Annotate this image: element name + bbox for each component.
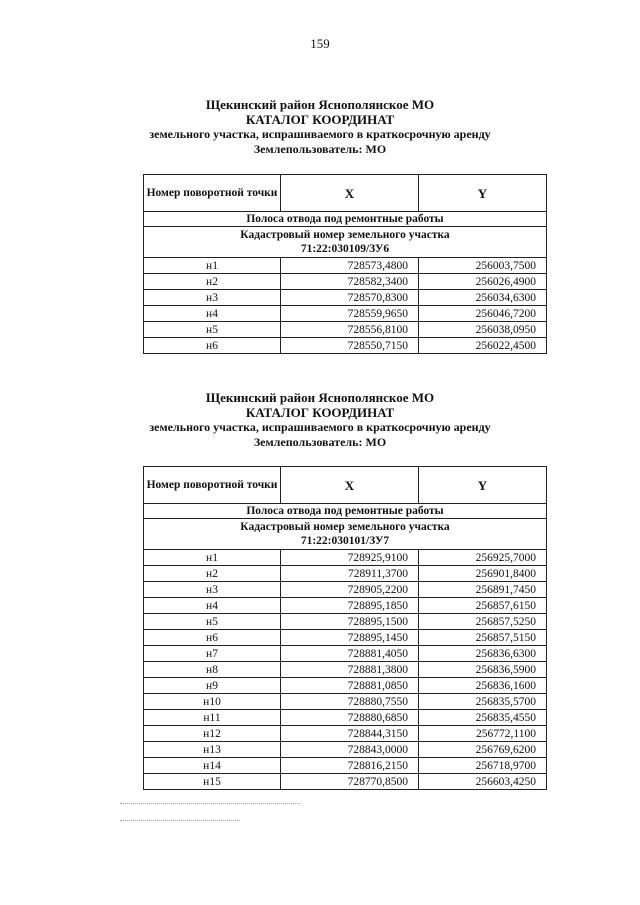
- y-cell: 256003,7500: [419, 258, 547, 274]
- page-number: 159: [310, 36, 330, 51]
- y-cell: 256603,4250: [419, 774, 547, 790]
- x-cell: 728911,3700: [281, 566, 419, 582]
- table-row: [144, 290, 547, 306]
- header-point: Номер поворотной точки: [144, 175, 281, 212]
- x-cell: 728925,9100: [281, 550, 419, 566]
- table-row: [144, 774, 547, 790]
- point-cell: н3: [144, 290, 281, 306]
- table-row: [144, 322, 547, 338]
- point-cell: н5: [144, 614, 281, 630]
- cadastral-label: Кадастровый номер земельного участка: [240, 521, 450, 533]
- y-cell: 256836,1600: [419, 678, 547, 694]
- header-y: Y: [419, 175, 547, 212]
- section-title: Полоса отвода под ремонтные работы: [144, 212, 547, 227]
- x-cell: 728550,7150: [281, 338, 419, 354]
- y-cell: 256769,6200: [419, 742, 547, 758]
- coordinate-table-2: [143, 466, 547, 790]
- cadastral-cell: [144, 227, 547, 258]
- y-cell: 256857,5250: [419, 614, 547, 630]
- table-row: [144, 566, 547, 582]
- coordinate-table-1: [143, 174, 547, 354]
- y-cell: 256046,7200: [419, 306, 547, 322]
- margin-mark: [120, 820, 240, 821]
- header-x: X: [281, 175, 419, 212]
- point-cell: н5: [144, 322, 281, 338]
- y-cell: 256022,4500: [419, 338, 547, 354]
- x-cell: 728895,1850: [281, 598, 419, 614]
- land-user: Землепользователь: МО: [253, 435, 387, 449]
- y-cell: 256026,4900: [419, 274, 547, 290]
- point-cell: н14: [144, 758, 281, 774]
- y-cell: 256925,7000: [419, 550, 547, 566]
- table-row: [144, 694, 547, 710]
- cadastral-number: 71:22:030101/ЗУ7: [300, 535, 390, 547]
- y-cell: 256836,5900: [419, 662, 547, 678]
- point-cell: н4: [144, 598, 281, 614]
- catalog-title: КАТАЛОГ КООРДИНАТ: [245, 112, 395, 127]
- x-cell: 728844,3150: [281, 726, 419, 742]
- point-cell: н6: [144, 338, 281, 354]
- catalog-1-heading: [0, 97, 640, 157]
- point-cell: н4: [144, 306, 281, 322]
- table-row: [144, 338, 547, 354]
- x-cell: 728559,9650: [281, 306, 419, 322]
- y-cell: 256835,5700: [419, 694, 547, 710]
- x-cell: 728570,8300: [281, 290, 419, 306]
- table-row: [144, 582, 547, 598]
- y-cell: 256891,7450: [419, 582, 547, 598]
- header-point: Номер поворотной точки: [144, 467, 281, 504]
- x-cell: 728895,1450: [281, 630, 419, 646]
- x-cell: 728770,8500: [281, 774, 419, 790]
- table-row: [144, 550, 547, 566]
- y-cell: 256718,9700: [419, 758, 547, 774]
- section-title: Полоса отвода под ремонтные работы: [144, 504, 547, 519]
- point-cell: н9: [144, 678, 281, 694]
- x-cell: 728573,4800: [281, 258, 419, 274]
- point-cell: н2: [144, 274, 281, 290]
- catalog-title: КАТАЛОГ КООРДИНАТ: [245, 405, 395, 420]
- y-cell: 256038,0950: [419, 322, 547, 338]
- table-row: [144, 306, 547, 322]
- point-cell: н15: [144, 774, 281, 790]
- point-cell: н1: [144, 550, 281, 566]
- x-cell: 728880,6850: [281, 710, 419, 726]
- point-cell: н3: [144, 582, 281, 598]
- table-row: [144, 258, 547, 274]
- x-cell: 728556,8100: [281, 322, 419, 338]
- x-cell: 728895,1500: [281, 614, 419, 630]
- x-cell: 728905,2200: [281, 582, 419, 598]
- x-cell: 728880,7550: [281, 694, 419, 710]
- x-cell: 728881,0850: [281, 678, 419, 694]
- y-cell: 256857,6150: [419, 598, 547, 614]
- y-cell: 256857,5150: [419, 630, 547, 646]
- table-row: [144, 662, 547, 678]
- cadastral-label: Кадастровый номер земельного участка: [240, 229, 450, 241]
- point-cell: н7: [144, 646, 281, 662]
- y-cell: 256772,1100: [419, 726, 547, 742]
- point-cell: н6: [144, 630, 281, 646]
- y-cell: 256835,4550: [419, 710, 547, 726]
- land-user: Землепользователь: МО: [253, 142, 387, 156]
- cadastral-number: 71:22:030109/ЗУ6: [300, 243, 390, 255]
- x-cell: 728881,4050: [281, 646, 419, 662]
- catalog-subtitle: земельного участка, испрашиваемого в краткосрочную аренду: [149, 127, 491, 141]
- x-cell: 728881,3800: [281, 662, 419, 678]
- x-cell: 728816,2150: [281, 758, 419, 774]
- table-row: [144, 726, 547, 742]
- header-y: Y: [419, 467, 547, 504]
- table-row: [144, 742, 547, 758]
- catalog-subtitle: земельного участка, испрашиваемого в краткосрочную аренду: [149, 420, 491, 434]
- table-row: [144, 646, 547, 662]
- point-cell: н13: [144, 742, 281, 758]
- district-name: Щекинский район Яснополянское МО: [205, 97, 435, 112]
- point-cell: н11: [144, 710, 281, 726]
- catalog-2-heading: [0, 390, 640, 450]
- point-cell: н8: [144, 662, 281, 678]
- x-cell: 728843,0000: [281, 742, 419, 758]
- point-cell: н12: [144, 726, 281, 742]
- table-row: [144, 614, 547, 630]
- table-row: [144, 710, 547, 726]
- table-row: [144, 630, 547, 646]
- point-cell: н1: [144, 258, 281, 274]
- header-x: X: [281, 467, 419, 504]
- y-cell: 256901,8400: [419, 566, 547, 582]
- margin-mark: [120, 803, 300, 804]
- cadastral-cell: [144, 519, 547, 550]
- y-cell: 256836,6300: [419, 646, 547, 662]
- x-cell: 728582,3400: [281, 274, 419, 290]
- district-name: Щекинский район Яснополянское МО: [205, 390, 435, 405]
- y-cell: 256034,6300: [419, 290, 547, 306]
- table-row: [144, 758, 547, 774]
- table-row: [144, 598, 547, 614]
- table-row: [144, 678, 547, 694]
- table-row: [144, 274, 547, 290]
- point-cell: н2: [144, 566, 281, 582]
- point-cell: н10: [144, 694, 281, 710]
